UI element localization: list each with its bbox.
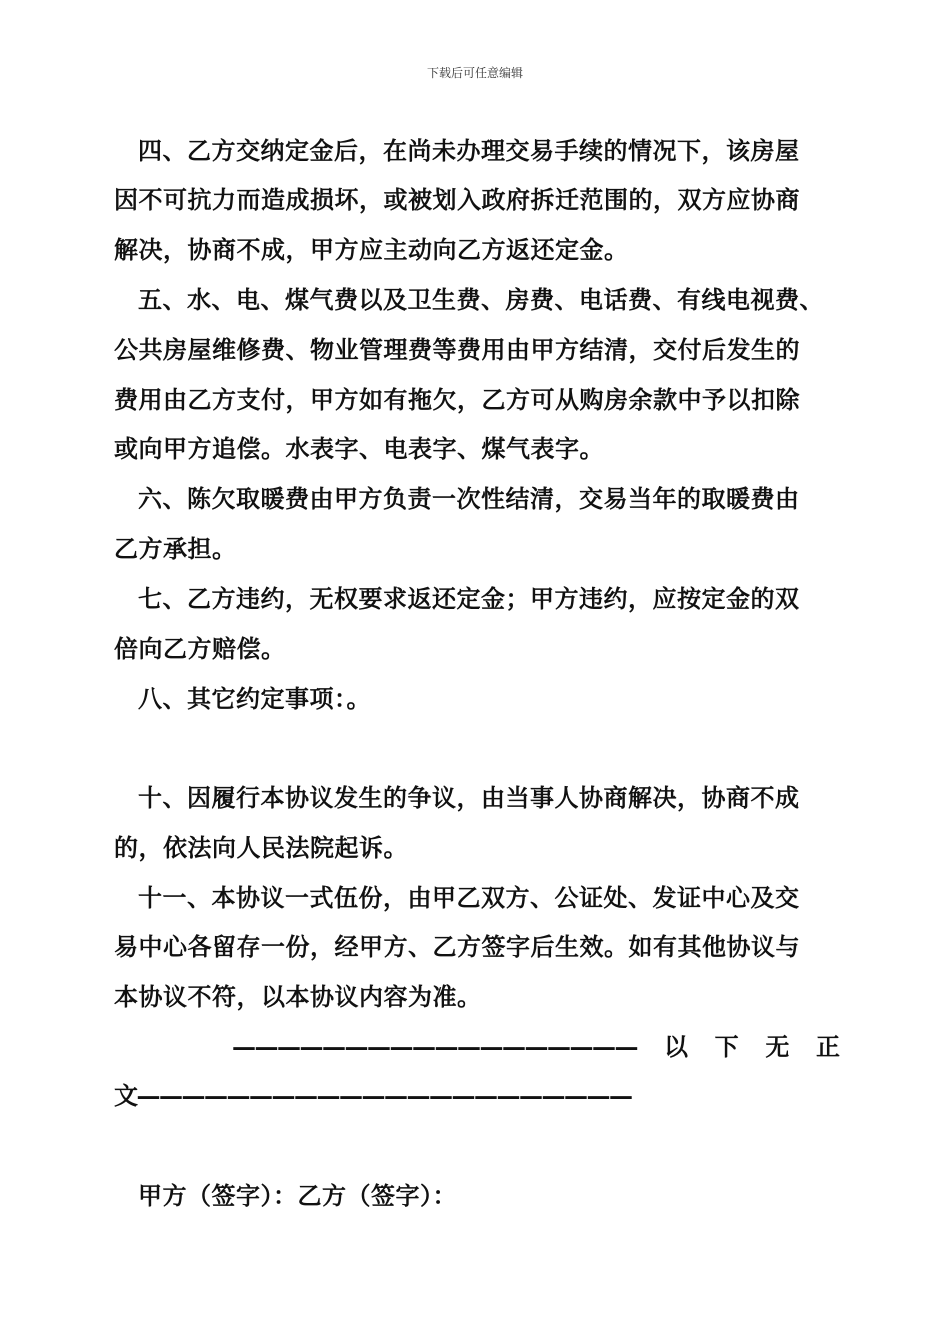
clause-5-line-3: 费用由乙方支付，甲方如有拖欠，乙方可从购房余款中予以扣除 <box>114 385 800 414</box>
clause-4-line-2: 因不可抗力而造成损坏，或被划入政府拆迁范围的，双方应协商 <box>114 185 800 214</box>
clause-10-line-1: 十、因履行本协议发生的争议，由当事人协商解决，协商不成 <box>138 783 800 812</box>
clause-11-line-2: 易中心各留存一份，经甲方、乙方签字后生效。如有其他协议与 <box>114 932 800 961</box>
end-marker-char-2: 下 <box>714 1032 739 1061</box>
clause-11-line-1: 十一、本协议一式伍份，由甲乙双方、公证处、发证中心及交 <box>138 883 800 912</box>
clause-4-line-3: 解决，协商不成，甲方应主动向乙方返还定金。 <box>114 235 629 264</box>
clause-5-line-1: 五、水、电、煤气费以及卫生费、房费、电话费、有线电视费、 <box>138 285 824 314</box>
end-marker-line-2: 文—————————————————————— <box>114 1081 632 1110</box>
clause-5-line-2: 公共房屋维修费、物业管理费等费用由甲方结清，交付后发生的 <box>114 335 800 364</box>
end-marker-char-4: 正 <box>815 1032 840 1061</box>
page-header-note: 下载后可任意编辑 <box>426 66 523 80</box>
clause-6-line-2: 乙方承担。 <box>114 534 237 563</box>
clause-4-line-1: 四、乙方交纳定金后，在尚未办理交易手续的情况下，该房屋 <box>138 136 800 165</box>
clause-8-line-1: 八、其它约定事项：。 <box>138 684 371 713</box>
end-marker-char-1: 以 <box>664 1032 688 1061</box>
clause-11-line-3: 本协议不符，以本协议内容为准。 <box>114 982 482 1011</box>
clause-6-line-1: 六、陈欠取暖费由甲方负责一次性结清，交易当年的取暖费由 <box>138 484 800 513</box>
end-marker-dashes: —————————————————— <box>232 1032 637 1061</box>
end-marker-char-3: 无 <box>765 1032 790 1061</box>
end-marker-text <box>664 1032 840 1062</box>
clause-10-line-2: 的，依法向人民法院起诉。 <box>114 833 408 862</box>
signature-line: 甲方（签字）：乙方（签字）： <box>138 1181 457 1210</box>
clause-5-line-4: 或向甲方追偿。水表字、电表字、煤气表字。 <box>114 434 604 463</box>
clause-7-line-2: 倍向乙方赔偿。 <box>114 634 286 663</box>
clause-7-line-1: 七、乙方违约，无权要求返还定金；甲方违约，应按定金的双 <box>138 584 800 613</box>
